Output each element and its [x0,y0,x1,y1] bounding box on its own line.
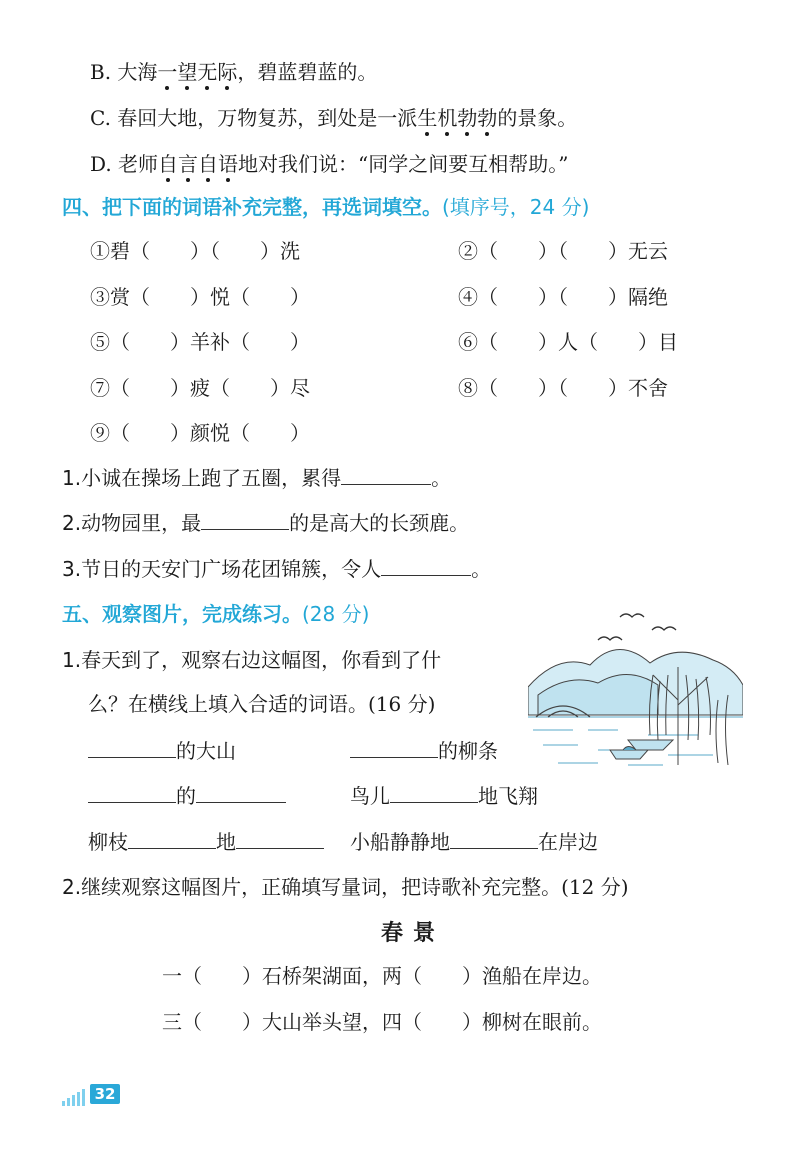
option-b: B. 大海一望无际，碧蓝碧蓝的。 [90,60,378,84]
word-row-2 [90,282,740,312]
answer-blank[interactable] [236,830,324,849]
answer-blank[interactable] [88,739,176,758]
answer-blank[interactable] [341,466,431,485]
observe-question-1-line1: 1.春天到了，观察右边这幅图，你看到了什 [62,648,442,672]
fill-question-3: 3.节日的天安门广场花团锦簇，令人 。 [62,557,492,581]
word-item-5: ⑤（ ）羊补（ ） [90,330,310,354]
fill-bird: 鸟儿 地飞翔 [350,784,538,808]
word-item-8: ⑧（ ）（ ）不舍 [458,376,668,400]
word-row-4 [90,373,740,403]
poem-title: 春景 [381,921,446,946]
answer-blank[interactable] [450,830,538,849]
word-item-9: ⑨（ ）颜悦（ ） [90,421,310,445]
answer-blank[interactable] [128,830,216,849]
word-row-5 [90,418,740,448]
word-item-1: ①碧（ ）（ ）洗 [90,239,300,263]
mountains [528,649,743,715]
word-item-3: ③赏（ ）悦（ ） [90,285,310,309]
boats [610,740,673,759]
word-item-6: ⑥（ ）人（ ）目 [458,330,678,354]
fill-willow: 的柳条 [350,737,498,765]
answer-blank[interactable] [201,511,289,530]
word-item-7: ⑦（ ）疲（ ）尽 [90,376,310,400]
section5-heading: 五、观察图片，完成练习。(28 分) [62,602,370,626]
answer-blank[interactable] [390,784,478,803]
answer-blank[interactable] [381,557,471,576]
observe-question-2: 2.继续观察这幅图片，正确填写量词，把诗歌补充完整。(12 分) [62,875,629,899]
word-row-3 [90,327,740,357]
poem-line-2: 三（ ）大山举头望，四（ ）柳树在眼前。 [162,1010,602,1034]
answer-blank[interactable] [88,784,176,803]
fill-free: 的 [88,782,286,810]
birds [598,614,676,640]
option-d: D. 老师自言自语地对我们说：“同学之间要互相帮助。” [90,152,569,176]
poem-line-1: 一（ ）石桥架湖面，两（ ）渔船在岸边。 [162,964,602,988]
page-number: 32 [90,1084,120,1104]
spring-scene-illustration [528,605,743,775]
page-number-badge [62,1084,122,1106]
option-c: C. 春回大地，万物复苏，到处是一派生机勃勃的景象。 [90,106,578,130]
word-item-2: ②（ ）（ ）无云 [458,239,668,263]
fill-mountain: 的大山 [88,737,236,765]
fill-boat: 小船静静地 在岸边 [350,830,598,854]
fill-branch: 柳枝 地 [88,828,324,856]
section4-heading: 四、把下面的词语补充完整，再选词填空。(填序号，24 分) [62,195,590,219]
observe-question-1-line2: 么？在横线上填入合适的词语。(16 分) [88,692,436,716]
word-item-4: ④（ ）（ ）隔绝 [458,285,668,309]
answer-blank[interactable] [350,739,438,758]
fill-question-2: 2.动物园里，最 的是高大的长颈鹿。 [62,511,470,535]
answer-blank[interactable] [196,784,286,803]
fill-question-1: 1.小诚在操场上跑了五圈，累得 。 [62,466,452,490]
word-row-1 [90,236,740,266]
